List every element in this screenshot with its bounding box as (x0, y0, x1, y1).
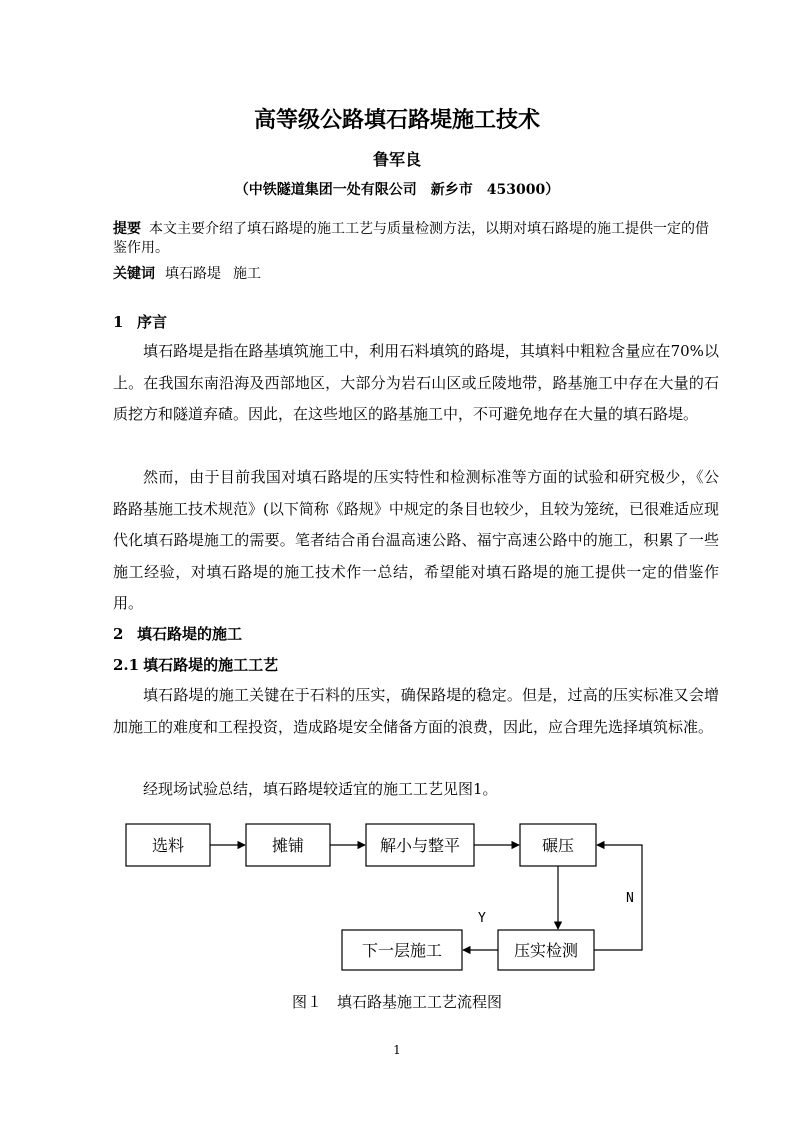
section-number: 2 (113, 625, 124, 643)
keywords-label: 关键词 (113, 266, 155, 282)
abstract-label: 提要 (113, 221, 141, 237)
section-heading (113, 623, 242, 644)
section-heading (113, 311, 167, 332)
paper-title: 高等级公路填石路堤施工技术 (253, 107, 540, 133)
section-number: 1 (113, 313, 124, 331)
keyword: 施工 (233, 266, 261, 282)
flow-node-label: 选料 (151, 836, 185, 855)
keyword: 填石路堤 (165, 266, 221, 282)
abstract (113, 220, 719, 258)
page-number: 1 (393, 1043, 401, 1057)
flow-node-label: 解小与整平 (379, 836, 461, 855)
flow-no-label: N (626, 891, 634, 906)
construction-flowchart (110, 818, 670, 988)
flow-node-next-layer (342, 930, 462, 970)
flow-node-label: 下一层施工 (361, 941, 443, 960)
body-paragraph: 填石路堤是指在路基填筑施工中，利用石料填筑的路堤，其填料中粗粒含量应在70%以上。在我国东南沿海及西部地区，大部分为岩石山区或丘陵地带，路基施工中存在大量的石质挖方和隧道弃碴。因此，在这些地区的路基施工中，不可避免地存在大量的填石路堤。 (113, 342, 719, 423)
flow-yes-label: Y (478, 911, 486, 926)
author-name: 鲁军良 (372, 150, 421, 169)
flow-node-spread (246, 824, 330, 866)
flow-node-label: 压实检测 (513, 941, 579, 960)
body-paragraph: 然而，由于目前我国对填石路堤的压实特性和检测标准等方面的试验和研究极少，《公路路基施工技术规范》(以下简称《路规》中规定的条目也较少，且较为笼统，已很难适应现代化填石路堤施工的需要。笔者结合甬台温高速公路、福宁高速公路中的施工，积累了一些施工经验，对填石路堤的施工技术作一总结，希望能对填石路堤的施工提供一定的借鉴作用。 (113, 468, 719, 612)
author-affiliation: （中铁隧道集团一处有限公司 新乡市 453000） (234, 182, 560, 198)
flow-node-label: 碾压 (541, 836, 575, 855)
section-title: 序言 (137, 313, 168, 331)
subsection-heading (113, 654, 278, 675)
keywords (113, 263, 719, 283)
flow-node-label: 摊铺 (271, 836, 305, 855)
abstract-text: 本文主要介绍了填石路堤的施工工艺与质量检测方法，以期对填石路堤的施工提供一定的借鉴作用。 (113, 221, 709, 256)
flow-node-break-level (366, 824, 474, 866)
figure-caption: 图１ 填石路基施工工艺流程图 (291, 993, 502, 1011)
section-title: 填石路堤的施工 (137, 625, 243, 643)
section-title: 填石路堤的施工工艺 (143, 656, 279, 674)
body-paragraph: 经现场试验总结，填石路堤较适宜的施工工艺见图1。 (143, 780, 498, 798)
section-number: 2.1 (113, 656, 140, 674)
flow-node-select (126, 824, 210, 866)
flow-node-compact (520, 824, 596, 866)
body-paragraph: 填石路堤的施工关键在于石料的压实，确保路堤的稳定。但是，过高的压实标准又会增加施工的难度和工程投资，造成路堤安全储备方面的浪费，因此，应合理先选择填筑标准。 (113, 686, 719, 736)
flow-node-test (498, 930, 594, 970)
flow-arrow-no (594, 845, 642, 950)
